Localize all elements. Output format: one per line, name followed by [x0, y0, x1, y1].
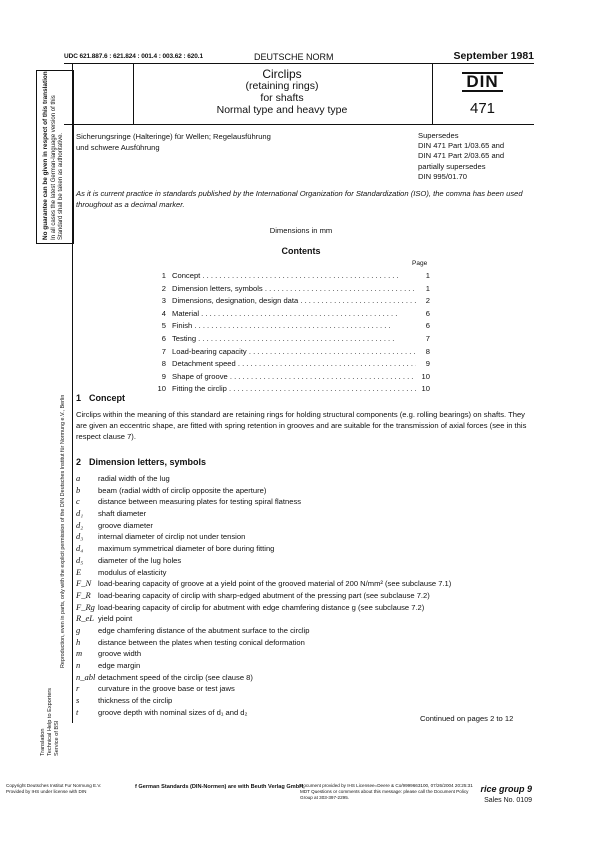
translation-label-3: Service of BSI: [54, 720, 60, 756]
toc-page: 6: [425, 321, 430, 331]
symbol: s: [76, 695, 80, 706]
header-top-rule: [64, 63, 534, 64]
supersedes-line: DIN 471 Part 1/03.65 and: [418, 141, 505, 151]
toc-label: Load-bearing capacity . . .: [172, 346, 416, 359]
symbol-row: [76, 578, 528, 590]
toc-label: Detachment speed . . .: [172, 358, 416, 371]
symbol-description: groove depth with nominal sizes of d₁ and d₂: [98, 707, 248, 717]
toc-row: [150, 270, 430, 283]
symbol-row: [76, 660, 528, 672]
toc-label: Shape of groove . . .: [172, 371, 416, 384]
section-title: Concept: [89, 393, 126, 403]
copyright-line-2: Provided by IHS under license with DIN: [6, 788, 87, 794]
toc-page: 8: [425, 346, 430, 356]
dimensions-note: Dimensions in mm: [269, 226, 333, 235]
section-2-heading: [76, 457, 206, 467]
sales-number: Sales No. 0109: [484, 797, 532, 804]
supersedes-heading: Supersedes: [418, 131, 459, 140]
symbol: F_N: [76, 578, 92, 589]
symbol: h: [76, 636, 81, 647]
symbol-description: distance between measuring plates for testing spiral flatness: [98, 497, 302, 507]
symbol-description: edge margin: [98, 661, 141, 670]
udc-code: UDC 621.887.6 : 621.824 : 001.4 : 003.62 : 620.1: [64, 53, 204, 60]
contents-page-label: Page: [412, 260, 428, 267]
german-title: [76, 131, 376, 153]
toc-row: [150, 383, 430, 396]
symbol: d₅: [76, 554, 84, 565]
toc-row: [150, 346, 430, 359]
toc-row: [150, 358, 430, 371]
symbol: n_abl: [76, 671, 96, 682]
symbol: d₄: [76, 543, 84, 554]
title-line-2: (retaining rings): [245, 80, 319, 92]
symbol-row: [76, 648, 528, 660]
footer-sales-note: f German Standards (DIN-Normen) are with Beuth Verlag GmbH,: [135, 784, 305, 790]
guarantee-note: No guarantee can be given in respect of this translation.: [42, 69, 49, 240]
toc-row: [150, 295, 430, 308]
toc-page: 6: [425, 308, 430, 318]
standard-number: 471: [469, 100, 496, 117]
symbol-description: edge chamfering distance of the abutment surface to the circlip: [98, 625, 310, 635]
symbol-description: modulus of elasticity: [98, 567, 167, 577]
symbol: E: [76, 566, 82, 577]
symbol: F_R: [76, 589, 91, 600]
symbol: n: [76, 660, 81, 670]
symbol-row: [76, 531, 528, 543]
symbol-row: [76, 602, 528, 614]
symbol: m: [76, 648, 83, 659]
symbol-description: diameter of the lug holes: [98, 555, 182, 565]
toc-page: 7: [425, 333, 430, 343]
toc-page: 1: [425, 283, 430, 293]
symbol-description: internal diameter of circlip not under tension: [98, 532, 246, 542]
symbol-description: groove diameter: [98, 520, 153, 530]
contents-heading: Contents: [281, 246, 321, 256]
doc-provided-line-3: Group at 303-397-2295.: [300, 794, 350, 800]
symbol: d₂: [76, 519, 84, 530]
symbol-row: [76, 683, 528, 695]
symbol-row: [76, 590, 528, 602]
toc-number: 3: [161, 296, 166, 306]
symbol-description: curvature in the groove base or test jaws: [98, 684, 235, 694]
toc-number: 2: [161, 283, 166, 293]
toc-label: Finish . . .: [172, 320, 416, 333]
price-group: rice group 9: [480, 784, 532, 794]
symbol: d₁: [76, 508, 84, 519]
symbol: g: [76, 624, 81, 635]
toc-page: 9: [425, 359, 430, 369]
toc-number: 7: [161, 346, 166, 356]
symbol: r: [76, 683, 80, 694]
symbol: c: [76, 496, 80, 507]
title-right-divider: [432, 63, 433, 125]
symbol-description: thickness of the circlip: [98, 696, 173, 706]
symbol-list: [76, 473, 528, 718]
toc-row: [150, 320, 430, 333]
symbol-row: [76, 672, 528, 684]
symbol-row: [76, 485, 528, 497]
toc-row: [150, 283, 430, 296]
symbol-row: [76, 543, 528, 555]
symbol-description: yield point: [98, 614, 133, 624]
symbol-description: detachment speed of the circlip (see clause 8): [98, 672, 253, 682]
toc-row: [150, 371, 430, 384]
section-1-text: Circlips within the meaning of this standard are retaining rings for holding structural components (e.g. rolling bearings) on shafts. They are given an eccentric shape, are fitted with spring retention in grooves and are suitable for the transmission of axial forces (see in this respect clause 7).: [76, 410, 527, 441]
toc-page: 2: [425, 296, 430, 306]
symbol-row: [76, 637, 528, 649]
section-1-heading: [76, 393, 125, 403]
toc-label: Dimension letters, symbols . . .: [172, 283, 416, 296]
symbol-row: [76, 473, 528, 485]
table-of-contents: [150, 270, 430, 396]
copyright-line: Copyright Deutsches Institut Fur Normung E.V.: [6, 783, 102, 788]
symbol-row: [76, 496, 528, 508]
toc-row: [150, 308, 430, 321]
reproduction-note: Reproduction, even in parts, only with the explicit permission of the DIN Deutsches Institut für Normung e.V., Berlin: [60, 394, 66, 668]
translation-label: Translation: [40, 728, 46, 756]
title-line-4: Normal type and heavy type: [216, 104, 348, 116]
doc-provided-line-2: MDT Questions or comments about this message: please call the Document Policy: [300, 788, 469, 794]
guarantee-note-2: In all cases the latest German-language version of this: [51, 95, 57, 240]
german-title-line-1: Sicherungsringe (Halteringe) für Wellen; Regelausführung: [76, 132, 271, 141]
symbol-description: maximum symmetrical diameter of bore during fitting: [98, 544, 275, 554]
symbol: a: [76, 473, 81, 483]
symbol: F_Rg: [76, 601, 95, 612]
symbol-row: [76, 695, 528, 707]
toc-label: Material . . .: [172, 308, 416, 321]
symbol-description: groove width: [98, 649, 142, 659]
symbol-row: [76, 555, 528, 567]
toc-number: 4: [161, 308, 166, 318]
toc-label: Fitting the circlip . . .: [172, 383, 416, 396]
toc-number: 8: [161, 359, 166, 369]
symbol-description: load-bearing capacity of groove at a yield point of the grooved material of 200 N/mm² (see subclause 7.1): [98, 579, 452, 589]
symbol-description: load-bearing capacity of circlip for abutment with edge chamfering distance g (see subclause 7.2): [98, 602, 425, 612]
supersedes-line: DIN 471 Part 2/03.65 and: [418, 151, 505, 161]
section-number: 1: [76, 393, 82, 403]
title-line-1: Circlips: [262, 67, 302, 81]
toc-label: Testing . . .: [172, 333, 416, 346]
doc-provided-line: Document provided by IHS Licensee=Deere & Co/9999663100, 07/26/2004 20:25:31: [300, 783, 473, 788]
toc-page: 10: [421, 384, 430, 394]
standard-body: DEUTSCHE NORM: [254, 52, 334, 62]
toc-label: Concept . . .: [172, 270, 416, 283]
symbol-description: distance between the plates when testing conical deformation: [98, 637, 305, 647]
title-line-3: for shafts: [260, 92, 304, 104]
symbol-row: [76, 613, 528, 625]
symbol-row: [76, 520, 528, 532]
toc-number: 6: [161, 333, 166, 343]
toc-row: [150, 333, 430, 346]
toc-number: 9: [161, 371, 166, 381]
toc-page: 10: [421, 371, 430, 381]
symbol-description: beam (radial width of circlip opposite the aperture): [98, 485, 267, 495]
toc-number: 10: [157, 384, 166, 394]
toc-number: 5: [161, 321, 166, 331]
translation-label-2: Technical Help to Exporters: [47, 687, 53, 756]
symbol-row: [76, 625, 528, 637]
symbol: R_eL: [76, 613, 94, 624]
symbol: b: [76, 484, 81, 495]
supersedes-line: partially supersedes: [418, 161, 486, 171]
footer-copyright: [6, 783, 101, 795]
symbol: t: [76, 706, 79, 717]
footer-document-provided: [300, 783, 473, 800]
section-title: Dimension letters, symbols: [89, 457, 207, 467]
toc-number: 1: [161, 271, 166, 280]
section-number: 2: [76, 457, 82, 467]
supersedes-line: DIN 995/01.70: [418, 171, 467, 181]
supersedes-block: [418, 131, 528, 182]
symbol-row: [76, 508, 528, 520]
din-logo: [445, 72, 520, 117]
din-mark: DIN: [462, 72, 502, 92]
symbol: d₃: [76, 531, 84, 542]
publication-date: September 1981: [453, 50, 534, 62]
header-bottom-rule: [64, 124, 534, 125]
symbol-row: [76, 567, 528, 579]
guarantee-note-3: Standard shall be taken as authoritative.: [58, 132, 64, 240]
toc-page: 1: [425, 271, 430, 280]
symbol-description: radial width of the lug: [98, 474, 170, 483]
decimal-marker-note: As it is current practice in standards published by the International Organization for Standardization (ISO), the comma has been used throughout as a decimal marker.: [76, 189, 523, 209]
german-title-line-2: und schwere Ausführung: [76, 143, 160, 152]
toc-label: Dimensions, designation, design data . . .: [172, 295, 416, 308]
symbol-description: load-bearing capacity of circlip with sharp-edged abutment of the pressing part (see subclause 7.2): [98, 590, 430, 600]
document-title: [133, 68, 431, 116]
continued-note: Continued on pages 2 to 12: [420, 714, 514, 723]
symbol-description: shaft diameter: [98, 509, 147, 519]
